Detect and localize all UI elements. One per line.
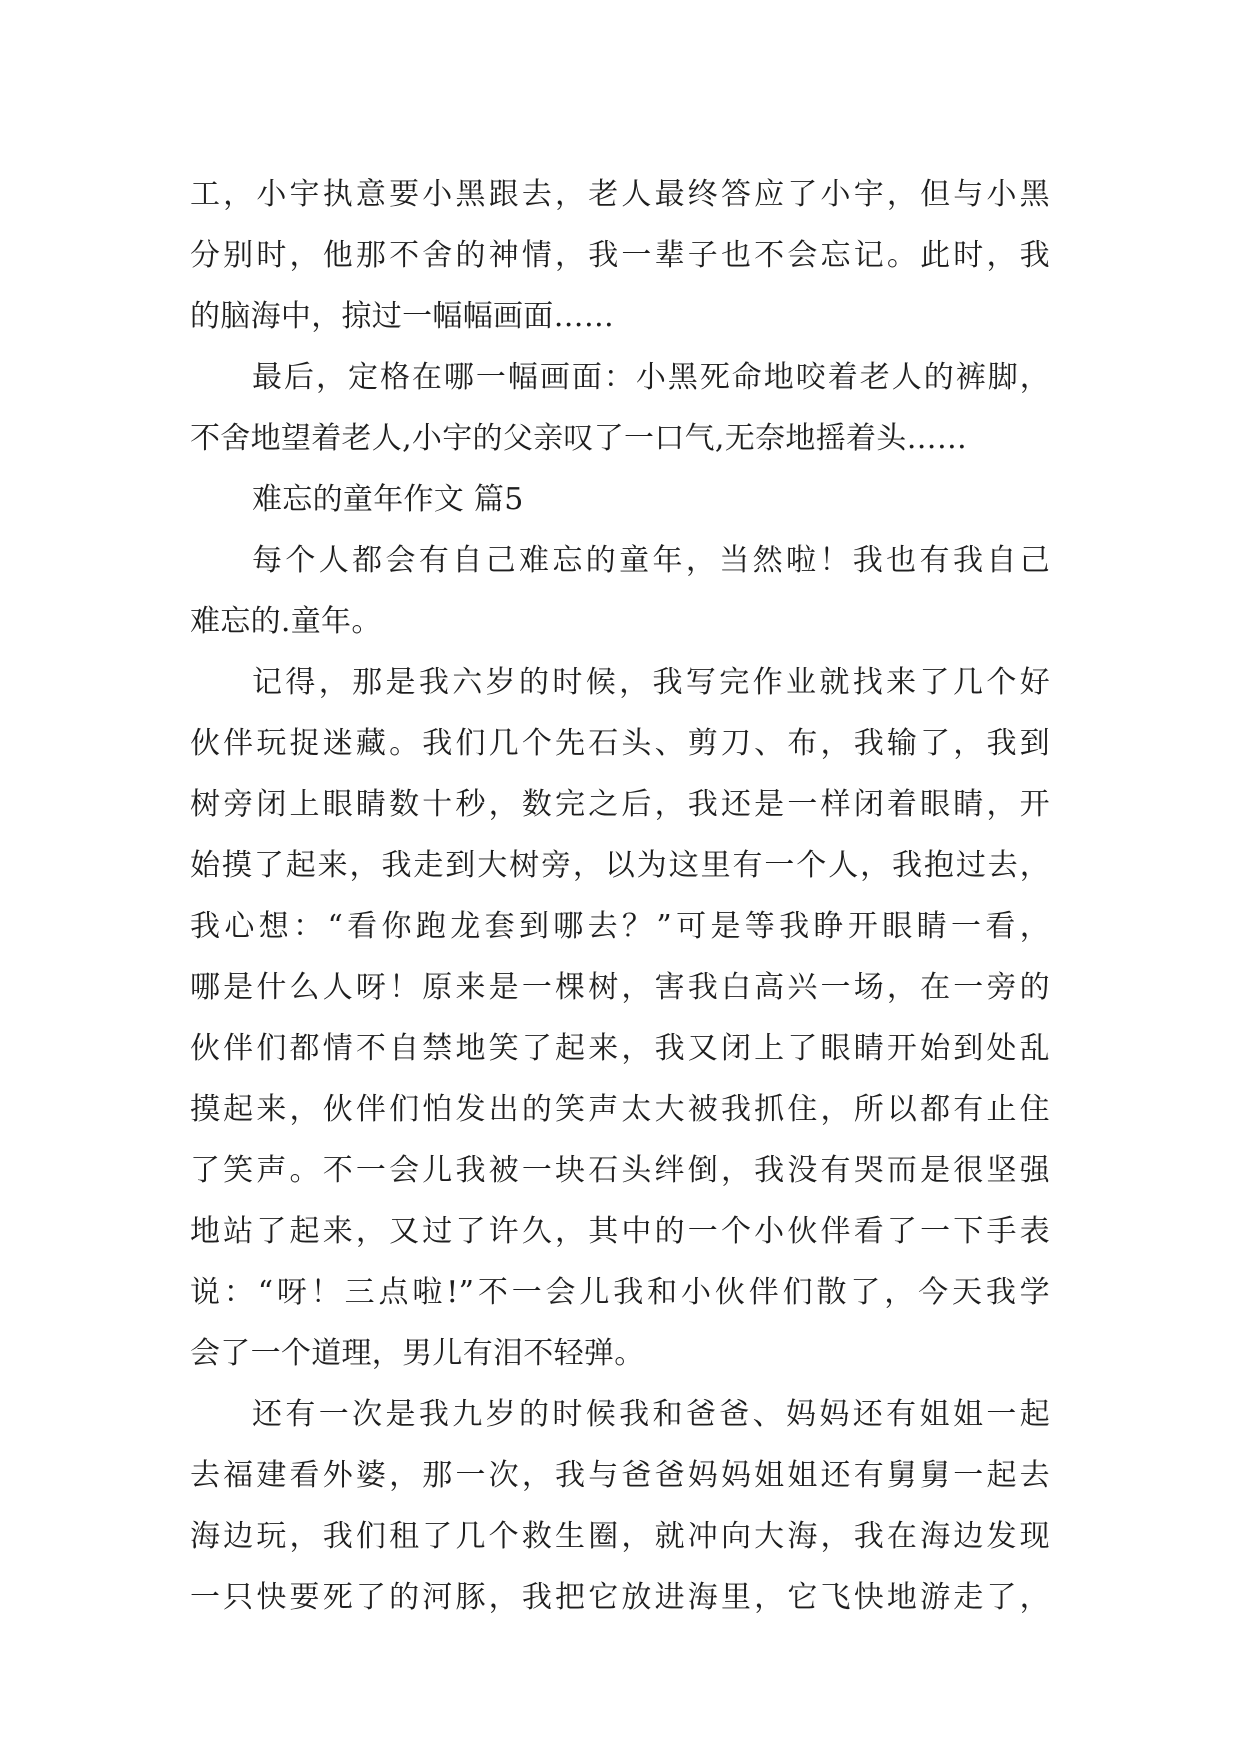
text-line: 工，小宇执意要小黑跟去，老人最终答应了小宇，但与小黑 bbox=[190, 177, 1050, 212]
text-line: 我心想：“看你跑龙套到哪去？”可是等我睁开眼睛一看， bbox=[190, 909, 1050, 944]
text-line: 不舍地望着老人,小宇的父亲叹了一口气,无奈地摇着头…… bbox=[190, 421, 968, 456]
paragraph-start-line: 还有一次是我九岁的时候我和爸爸、妈妈还有姐姐一起 bbox=[252, 1397, 1050, 1432]
text-line: 伙伴们都情不自禁地笑了起来，我又闭上了眼睛开始到处乱 bbox=[190, 1031, 1050, 1066]
paragraph-start-line: 记得，那是我六岁的时候，我写完作业就找来了几个好 bbox=[252, 665, 1050, 700]
text-line: 伙伴玩捉迷藏。我们几个先石头、剪刀、布，我输了，我到 bbox=[190, 726, 1050, 761]
text-line: 摸起来，伙伴们怕发出的笑声太大被我抓住，所以都有止住 bbox=[190, 1092, 1050, 1127]
text-line: 分别时，他那不舍的神情，我一辈子也不会忘记。此时，我 bbox=[190, 238, 1050, 273]
text-line: 一只快要死了的河豚，我把它放进海里，它飞快地游走了， bbox=[190, 1580, 1050, 1615]
text-line: 难忘的.童年。 bbox=[190, 604, 382, 639]
text-line: 了笑声。不一会儿我被一块石头绊倒，我没有哭而是很坚强 bbox=[190, 1153, 1050, 1188]
paragraph-start-line: 最后，定格在哪一幅画面：小黑死命地咬着老人的裤脚， bbox=[252, 360, 1050, 395]
text-line: 的脑海中，掠过一幅幅画面…… bbox=[190, 299, 615, 334]
text-line: 哪是什么人呀！原来是一棵树，害我白高兴一场，在一旁的 bbox=[190, 970, 1050, 1005]
text-line: 始摸了起来，我走到大树旁，以为这里有一个人，我抱过去， bbox=[190, 848, 1050, 883]
section-heading: 难忘的童年作文 篇5 bbox=[252, 482, 524, 517]
text-line: 去福建看外婆，那一次，我与爸爸妈妈姐姐还有舅舅一起去 bbox=[190, 1458, 1050, 1493]
text-line: 树旁闭上眼睛数十秒，数完之后，我还是一样闭着眼睛，开 bbox=[190, 787, 1050, 822]
text-line: 海边玩，我们租了几个救生圈，就冲向大海，我在海边发现 bbox=[190, 1519, 1050, 1554]
text-line: 会了一个道理，男儿有泪不轻弹。 bbox=[190, 1336, 645, 1371]
text-line: 地站了起来，又过了许久，其中的一个小伙伴看了一下手表 bbox=[190, 1214, 1050, 1249]
essay-body bbox=[190, 164, 1050, 1628]
paragraph-start-line: 每个人都会有自己难忘的童年，当然啦！我也有我自己 bbox=[252, 543, 1050, 578]
text-line: 说：“呀！三点啦!”不一会儿我和小伙伴们散了，今天我学 bbox=[190, 1275, 1050, 1310]
